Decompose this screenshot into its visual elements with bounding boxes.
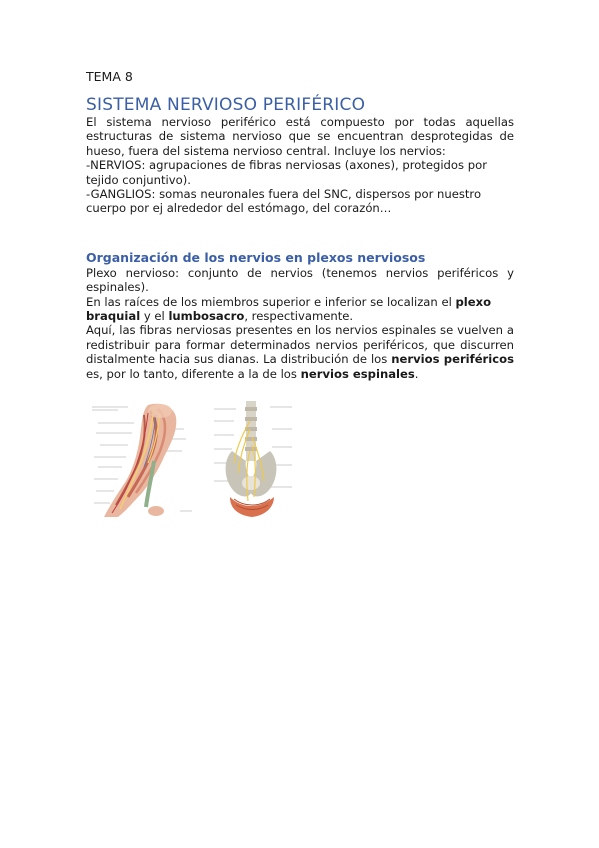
- text-run: .: [414, 366, 419, 381]
- plexus-location-paragraph: [86, 295, 514, 324]
- nervios-definition: -NERVIOS: agrupaciones de fibras nerviosas (axones), protegidos por tejido conjuntivo).: [86, 158, 487, 187]
- text-run: y el: [140, 309, 169, 324]
- pelvis-anatomy-icon: [212, 401, 294, 519]
- bold-term-lumbosacro: lumbosacro: [168, 309, 245, 324]
- document-content: [86, 69, 514, 381]
- lumbosacral-plexus-illustration: [212, 401, 294, 519]
- distribution-paragraph: [86, 323, 514, 381]
- text-run: Aquí, las fibras nerviosas presentes en los nervios espinales se vuelven a redistribuir para formar determinados nervios periféricos, que discurren distalmente hacia sus dianas. La distribución de los: [86, 323, 514, 367]
- text-run: En las raíces de los miembros superior e inferior se localizan el: [86, 294, 456, 309]
- section-heading: Organización de los nervios en plexos nerviosos: [86, 249, 426, 265]
- bold-term-nervios-perifericos: nervios periféricos: [391, 352, 514, 367]
- text-run: es, por lo tanto, diferente a la de los: [86, 366, 301, 381]
- bold-term-plexo-braquial: plexo braquial: [86, 294, 492, 324]
- page-title: SISTEMA NERVIOSO PERIFÉRICO: [86, 95, 366, 115]
- text-run: , respectivamente.: [244, 309, 354, 324]
- ganglios-definition: -GANGLIOS: somas neuronales fuera del SNC, dispersos por nuestro cuerpo por ej alrededor del estómago, del corazón…: [86, 187, 482, 216]
- bold-term-nervios-espinales: nervios espinales: [300, 366, 415, 381]
- figures-row: [88, 401, 298, 519]
- intro-paragraph: El sistema nervioso periférico está compuesto por todas aquellas estructuras de sistema nervioso que se encuentran desprotegidas de hueso, fuera del sistema nervioso central. Incluye los nervios:: [86, 115, 514, 158]
- arm-anatomy-icon: [88, 401, 196, 519]
- topic-number: TEMA 8: [86, 69, 133, 84]
- plexo-definition: Plexo nervioso: conjunto de nervios (tenemos nervios periféricos y espinales).: [86, 265, 514, 295]
- brachial-plexus-illustration: [88, 401, 196, 519]
